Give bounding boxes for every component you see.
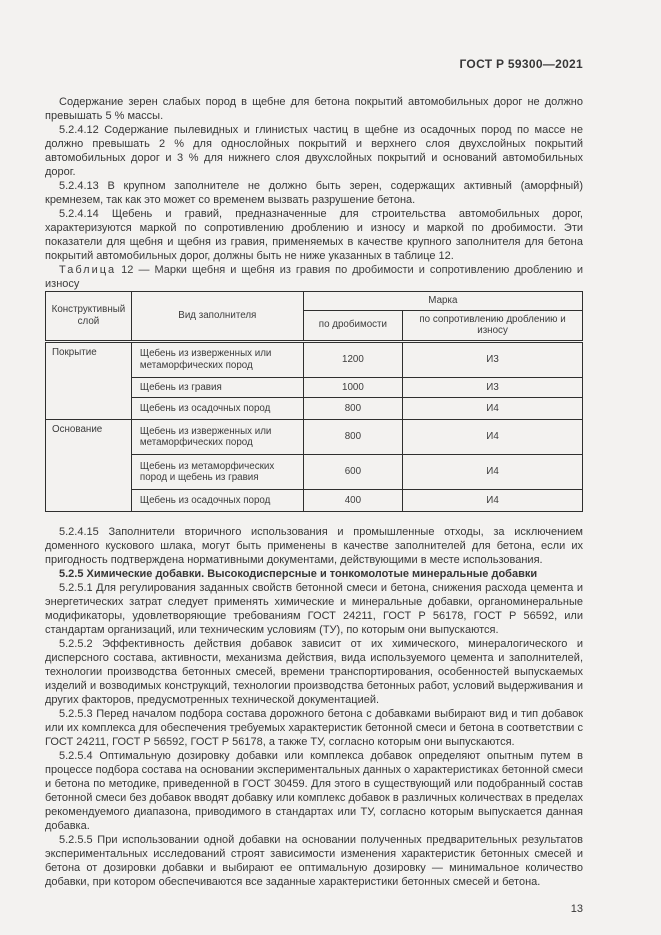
paragraph-5-2-4-14: 5.2.4.14 Щебень и гравий, предназначенные для строительства автомобильных дорог, характеризуются маркой по сопротивлению дроблению и износу и маркой по дробимости. Эти показатели для щебня и щебня из гравия, применяемых в качестве крупного заполнителя для бетона покрытий автомобильных дорог, должны быть не ниже указанных в таблице 12.	[45, 208, 583, 262]
col-header-mark-group: Марка	[303, 292, 582, 311]
cell-aggregate: Щебень из осадочных пород	[131, 398, 303, 420]
col-header-crushability: по дробимости	[303, 310, 402, 341]
cell-wear: И4	[403, 398, 583, 420]
cell-wear: И3	[403, 377, 583, 398]
cell-wear: И3	[403, 341, 583, 377]
table-header-row-1	[46, 292, 583, 311]
cell-aggregate: Щебень из осадочных пород	[131, 490, 303, 512]
table-caption-label: Таблица	[59, 264, 117, 276]
cell-crushability: 400	[303, 490, 402, 512]
cell-crushability: 1000	[303, 377, 402, 398]
cell-layer-base: Основание	[46, 420, 132, 512]
document-body	[45, 95, 583, 889]
paragraph-intro: Содержание зерен слабых пород в щебне для бетона покрытий автомобильных дорог не должно превышать 5 % массы.	[45, 96, 583, 122]
paragraph-5-2-5-2: 5.2.5.2 Эффективность действия добавок зависит от их химического, минералогического и дисперсного состава, активности, механизма действия, вида используемого цемента и заполнителей, технологии производства бетонных смесей, времени транспортирования, особенностей выпускаемых изделий и возводимых конструкций, технологии производства бетонных работ, условий выдерживания и других факторов, предусмотренных технической документацией.	[45, 638, 583, 706]
cell-aggregate: Щебень из изверженных или метаморфических пород	[131, 420, 303, 455]
paragraph-5-2-5-5: 5.2.5.5 При использовании одной добавки на основании полученных предварительных результатов экспериментальных исследований строят зависимости изменения характеристик бетонных смесей и бетона от дозировки добавки и выбирают ее оптимальную дозировку — минимальное количество добавки, при котором обеспечиваются все заданные характеристики бетонных смесей и бетона.	[45, 834, 583, 888]
table-row	[46, 420, 583, 455]
col-header-wear: по сопротивлению дроблению и износу	[403, 310, 583, 341]
paragraph-5-2-4-15: 5.2.4.15 Заполнители вторичного использования и промышленные отходы, за исключением доменного кускового шлака, могут быть применены в качестве заполнителей для бетона, если их пригодность подтверждена нормативными документами, действующими в месте использования.	[45, 526, 583, 566]
paragraph-5-2-4-12: 5.2.4.12 Содержание пылевидных и глинистых частиц в щебне из осадочных пород по массе не должно превышать 2 % для однослойных покрытий и верхнего слоя двухслойных покрытий автомобильных дорог и 3 % для нижнего слоя двухслойных покрытий и оснований автомобильных дорог.	[45, 124, 583, 178]
document-code: ГОСТ Р 59300—2021	[459, 57, 583, 71]
col-header-aggregate: Вид заполнителя	[131, 292, 303, 342]
cell-aggregate: Щебень из метаморфических пород и щебень из гравия	[131, 455, 303, 490]
table-caption-title: — Марки щебня и щебня из гравия по дробимости и сопротивлению дроблению и износу	[45, 264, 583, 290]
marks-table	[45, 291, 583, 512]
cell-crushability: 800	[303, 420, 402, 455]
table-caption	[45, 263, 583, 291]
cell-layer-coating: Покрытие	[46, 341, 132, 420]
cell-wear: И4	[403, 455, 583, 490]
cell-aggregate: Щебень из гравия	[131, 377, 303, 398]
col-header-layer: Конструктивный слой	[46, 292, 132, 342]
paragraph-5-2-4-13: 5.2.4.13 В крупном заполнителе не должно быть зерен, содержащих активный (аморфный) кремнезем, так как это может со временем вызвать разрушение бетона.	[45, 180, 583, 206]
table-row	[46, 341, 583, 377]
cell-crushability: 800	[303, 398, 402, 420]
paragraph-5-2-5-1: 5.2.5.1 Для регулирования заданных свойств бетонной смеси и бетона, снижения расхода цемента и энергетических затрат следует применять химические и минеральные добавки, органоминеральные модификаторы, удовлетворяющие требованиям ГОСТ 24211, ГОСТ Р 56178, ГОСТ Р 56592, или стандартам организаций, или техническим условиям (ТУ), по которым они выпускаются.	[45, 582, 583, 636]
table-caption-number: 12	[121, 264, 134, 276]
cell-wear: И4	[403, 420, 583, 455]
cell-aggregate: Щебень из изверженных или метаморфических пород	[131, 341, 303, 377]
paragraph-5-2-5-4: 5.2.5.4 Оптимальную дозировку добавки или комплекса добавок определяют опытным путем в процессе подбора состава на основании экспериментальных данных о характеристиках бетонной смеси и бетона по методике, приведенной в ГОСТ 30459. Для этого в существующий или подобранный состав бетонной смеси без добавок вводят добавку или комплекс добавок в различных количествах в пределах рекомендуемого диапазона, приводимого в стандартах или ТУ, согласно которым выпускается данная добавка.	[45, 750, 583, 832]
paragraph-5-2-5-3: 5.2.5.3 Перед началом подбора состава дорожного бетона с добавками выбирают вид и тип добавок или их комплекса для обеспечения требуемых характеристик бетонной смеси и бетона в соответствии с ГОСТ 24211, ГОСТ Р 56592, ГОСТ Р 56178, а также ТУ, согласно которым они выпускаются.	[45, 708, 583, 748]
page-number: 13	[570, 903, 583, 915]
section-heading-5-2-5: 5.2.5 Химические добавки. Высокодисперсные и тонкомолотые минеральные добавки	[59, 568, 538, 580]
cell-crushability: 600	[303, 455, 402, 490]
cell-wear: И4	[403, 490, 583, 512]
cell-crushability: 1200	[303, 341, 402, 377]
